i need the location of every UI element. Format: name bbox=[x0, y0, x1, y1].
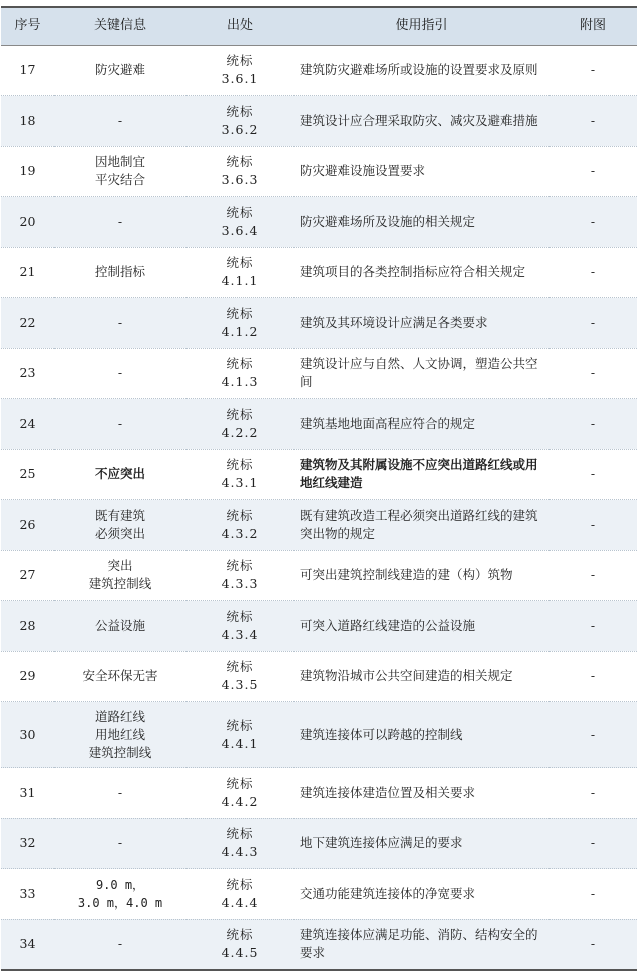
cell-figure: - bbox=[549, 919, 637, 970]
cell-key-info: 不应突出 bbox=[54, 449, 186, 500]
cell-source: 统标 4.3.1 bbox=[186, 449, 294, 500]
cell-figure: - bbox=[549, 348, 637, 399]
cell-guide: 建筑设计应合理采取防灾、减灾及避难措施 bbox=[294, 96, 549, 147]
cell-figure: - bbox=[549, 702, 637, 768]
cell-no: 18 bbox=[1, 96, 54, 147]
cell-guide: 建筑物及其附属设施不应突出道路红线或用地红线建造 bbox=[294, 449, 549, 500]
cell-figure: - bbox=[549, 768, 637, 819]
cell-no: 20 bbox=[1, 197, 54, 248]
header-guide: 使用指引 bbox=[294, 7, 549, 45]
cell-key-info: 防灾避难 bbox=[54, 45, 186, 96]
table-row bbox=[1, 45, 637, 96]
cell-figure: - bbox=[549, 651, 637, 702]
cell-guide: 建筑及其环境设计应满足各类要求 bbox=[294, 298, 549, 349]
cell-source: 统标 4.2.2 bbox=[186, 399, 294, 450]
header-figure: 附图 bbox=[549, 7, 637, 45]
cell-key-info: 因地制宜 平灾结合 bbox=[54, 146, 186, 197]
cell-guide: 地下建筑连接体应满足的要求 bbox=[294, 818, 549, 869]
cell-no: 26 bbox=[1, 500, 54, 551]
header-no: 序号 bbox=[1, 7, 54, 45]
cell-key-info: 安全环保无害 bbox=[54, 651, 186, 702]
cell-source: 统标 3.6.2 bbox=[186, 96, 294, 147]
cell-key-info: - bbox=[54, 399, 186, 450]
cell-source: 统标 4.3.3 bbox=[186, 550, 294, 601]
cell-source: 统标 4.3.4 bbox=[186, 601, 294, 652]
cell-source: 统标 3.6.1 bbox=[186, 45, 294, 96]
cell-figure: - bbox=[549, 869, 637, 920]
cell-figure: - bbox=[549, 197, 637, 248]
cell-guide: 建筑连接体建造位置及相关要求 bbox=[294, 768, 549, 819]
cell-guide: 可突入道路红线建造的公益设施 bbox=[294, 601, 549, 652]
cell-figure: - bbox=[549, 247, 637, 298]
cell-source: 统标 4.4.3 bbox=[186, 818, 294, 869]
cell-key-info: 控制指标 bbox=[54, 247, 186, 298]
cell-source: 统标 4.4.5 bbox=[186, 919, 294, 970]
standards-table bbox=[1, 6, 637, 971]
cell-source: 统标 4.4.2 bbox=[186, 768, 294, 819]
cell-source: 统标 4.3.5 bbox=[186, 651, 294, 702]
cell-source: 统标 4.4.1 bbox=[186, 702, 294, 768]
cell-figure: - bbox=[549, 550, 637, 601]
table-row bbox=[1, 768, 637, 819]
table-header-row bbox=[1, 7, 637, 45]
cell-figure: - bbox=[549, 146, 637, 197]
table-row bbox=[1, 702, 637, 768]
cell-key-info: - bbox=[54, 96, 186, 147]
cell-no: 33 bbox=[1, 869, 54, 920]
cell-source: 统标 4.3.2 bbox=[186, 500, 294, 551]
cell-no: 28 bbox=[1, 601, 54, 652]
cell-key-info: 既有建筑 必须突出 bbox=[54, 500, 186, 551]
cell-key-info: - bbox=[54, 298, 186, 349]
cell-guide: 建筑设计应与自然、人文协调，塑造公共空间 bbox=[294, 348, 549, 399]
cell-figure: - bbox=[549, 399, 637, 450]
table-row bbox=[1, 818, 637, 869]
cell-no: 29 bbox=[1, 651, 54, 702]
table-row bbox=[1, 651, 637, 702]
cell-key-info: - bbox=[54, 818, 186, 869]
cell-no: 34 bbox=[1, 919, 54, 970]
table-row bbox=[1, 298, 637, 349]
table-row bbox=[1, 449, 637, 500]
cell-no: 24 bbox=[1, 399, 54, 450]
cell-source: 统标 4.4.4 bbox=[186, 869, 294, 920]
cell-source: 统标 3.6.4 bbox=[186, 197, 294, 248]
cell-figure: - bbox=[549, 601, 637, 652]
cell-guide: 建筑物沿城市公共空间建造的相关规定 bbox=[294, 651, 549, 702]
table-row bbox=[1, 197, 637, 248]
cell-key-info: 公益设施 bbox=[54, 601, 186, 652]
cell-key-info: - bbox=[54, 197, 186, 248]
table-row bbox=[1, 348, 637, 399]
cell-no: 31 bbox=[1, 768, 54, 819]
cell-figure: - bbox=[549, 96, 637, 147]
cell-figure: - bbox=[549, 298, 637, 349]
cell-source: 统标 4.1.2 bbox=[186, 298, 294, 349]
table-row bbox=[1, 399, 637, 450]
table-row bbox=[1, 96, 637, 147]
cell-guide: 可突出建筑控制线建造的建（构）筑物 bbox=[294, 550, 549, 601]
cell-source: 统标 3.6.3 bbox=[186, 146, 294, 197]
cell-guide: 建筑基地地面高程应符合的规定 bbox=[294, 399, 549, 450]
cell-figure: - bbox=[549, 45, 637, 96]
cell-figure: - bbox=[549, 500, 637, 551]
cell-guide: 防灾避难场所及设施的相关规定 bbox=[294, 197, 549, 248]
table-row bbox=[1, 869, 637, 920]
cell-guide: 建筑项目的各类控制指标应符合相关规定 bbox=[294, 247, 549, 298]
cell-no: 21 bbox=[1, 247, 54, 298]
cell-guide: 交通功能建筑连接体的净宽要求 bbox=[294, 869, 549, 920]
cell-key-info: 突出 建筑控制线 bbox=[54, 550, 186, 601]
cell-no: 32 bbox=[1, 818, 54, 869]
cell-key-info: - bbox=[54, 768, 186, 819]
cell-no: 25 bbox=[1, 449, 54, 500]
table-row bbox=[1, 550, 637, 601]
cell-figure: - bbox=[549, 818, 637, 869]
cell-no: 30 bbox=[1, 702, 54, 768]
cell-no: 23 bbox=[1, 348, 54, 399]
cell-no: 22 bbox=[1, 298, 54, 349]
cell-no: 19 bbox=[1, 146, 54, 197]
cell-source: 统标 4.1.3 bbox=[186, 348, 294, 399]
header-key-info: 关键信息 bbox=[54, 7, 186, 45]
table-row bbox=[1, 247, 637, 298]
cell-key-info: 道路红线 用地红线 建筑控制线 bbox=[54, 702, 186, 768]
cell-figure: - bbox=[549, 449, 637, 500]
cell-guide: 建筑防灾避难场所或设施的设置要求及原则 bbox=[294, 45, 549, 96]
cell-no: 27 bbox=[1, 550, 54, 601]
table-row bbox=[1, 146, 637, 197]
table-row bbox=[1, 601, 637, 652]
cell-key-info: - bbox=[54, 919, 186, 970]
cell-guide: 建筑连接体应满足功能、消防、结构安全的要求 bbox=[294, 919, 549, 970]
table-row bbox=[1, 500, 637, 551]
cell-key-info: - bbox=[54, 348, 186, 399]
cell-key-info: 9.0 m， 3.0 m，4.0 m bbox=[54, 869, 186, 920]
cell-source: 统标 4.1.1 bbox=[186, 247, 294, 298]
header-source: 出处 bbox=[186, 7, 294, 45]
cell-guide: 防灾避难设施设置要求 bbox=[294, 146, 549, 197]
cell-guide: 既有建筑改造工程必须突出道路红线的建筑突出物的规定 bbox=[294, 500, 549, 551]
cell-guide: 建筑连接体可以跨越的控制线 bbox=[294, 702, 549, 768]
cell-no: 17 bbox=[1, 45, 54, 96]
